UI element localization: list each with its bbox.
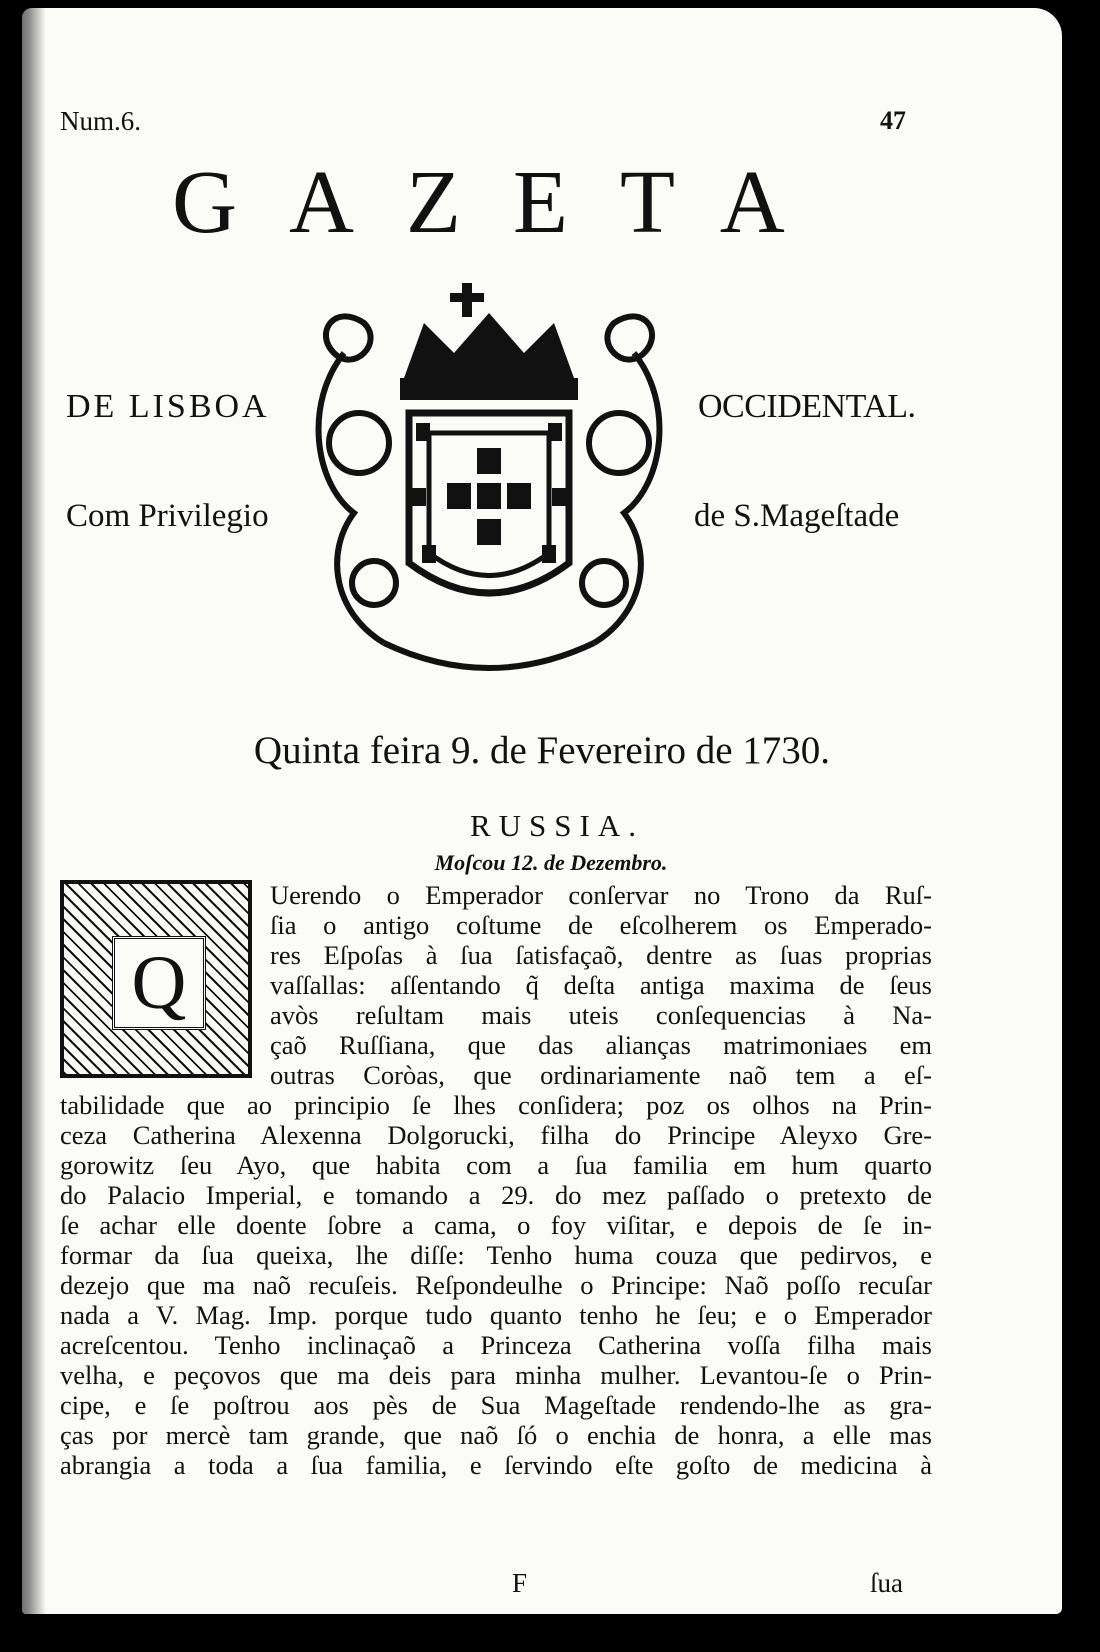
text-line: formar da ſua queixa, lhe diſſe: Tenho huma couza que pedirvos, e	[60, 1240, 932, 1270]
title-left: DE LISBOA	[66, 388, 270, 425]
text-line: acreſcentou. Tenho inclinaçaõ a Princeza Catherina voſſa filha mais	[60, 1330, 932, 1360]
text-line: ças por mercè tam grande, que naõ ſó o enchia de honra, a elle mas	[60, 1420, 932, 1450]
initial-letter: Q	[112, 936, 206, 1030]
text-line: tabilidade que ao principio ſe lhes conſidera; poz os olhos na Prin-	[60, 1090, 932, 1120]
catchword: ſua	[870, 1568, 903, 1598]
text-line: vaſſallas: aſſentando q̃ deſta antiga maxima de ſeus	[270, 970, 932, 1000]
printer-signature: F	[512, 1568, 528, 1598]
text-line: nada a V. Mag. Imp. porque tudo quanto tenho he ſeu; e o Emperador	[60, 1300, 932, 1330]
text-line: outras Coròas, que ordinariamente naõ tem a eſ-	[270, 1060, 932, 1090]
text-line: res Eſpoſas à ſua ſatisfaçaõ, dentre as ſuas proprias	[270, 940, 932, 970]
text-line: gorowitz ſeu Ayo, que habita com a ſua familia em hum quarto	[60, 1150, 932, 1180]
privilege-left: Com Privilegio	[66, 498, 269, 534]
issue-number: Num.6.	[60, 106, 141, 136]
text-line: do Palacio Imperial, e tomando a 29. do mez paſſado o pretexto de	[60, 1180, 932, 1210]
text-line: ſe achar elle doente ſobre a cama, o foy viſitar, e depois de ſe in-	[60, 1210, 932, 1240]
issue-date: Quinta feira 9. de Fevereiro de 1730.	[253, 729, 831, 772]
royal-coat-of-arms	[304, 283, 674, 678]
decorated-initial	[60, 880, 252, 1078]
text-line: avòs reſultam mais uteis conſequencias à Na-	[270, 1000, 932, 1030]
text-line: çaõ Ruſſiana, que das alianças matrimoniaes em	[270, 1030, 932, 1060]
text-line: velha, e peçovos que ma deis para minha mulher. Levantou-ſe o Prin-	[60, 1360, 932, 1390]
text-line: cipe, e ſe poſtrou aos pès de Sua Mageſtade rendendo-lhe as gra-	[60, 1390, 932, 1420]
page-number: 47	[880, 106, 906, 135]
text-line: ſia o antigo coſtume de eſcolherem os Emperado-	[270, 910, 932, 940]
text-line: dezejo que ma naõ recuſeis. Reſpondeulhe o Principe: Naõ poſſo recuſar	[60, 1270, 932, 1300]
text-line: Uerendo o Emperador conſervar no Trono da Ruſ-	[270, 880, 932, 910]
privilege-right: de S.Mageſtade	[694, 498, 900, 534]
masthead-title: GAZETA	[172, 153, 837, 252]
text-line: ceza Catherina Alexenna Dolgorucki, filha do Principe Aleyxo Gre-	[60, 1120, 932, 1150]
title-right: OCCIDENTAL.	[698, 388, 916, 425]
section-heading: RUSSIA.	[469, 808, 644, 843]
text-line: abrangia a toda a ſua familia, e ſervindo eſte goſto de medicina à	[60, 1450, 932, 1480]
section-dateline: Moſcou 12. de Dezembro.	[434, 850, 668, 875]
newspaper-page	[22, 8, 1062, 1614]
